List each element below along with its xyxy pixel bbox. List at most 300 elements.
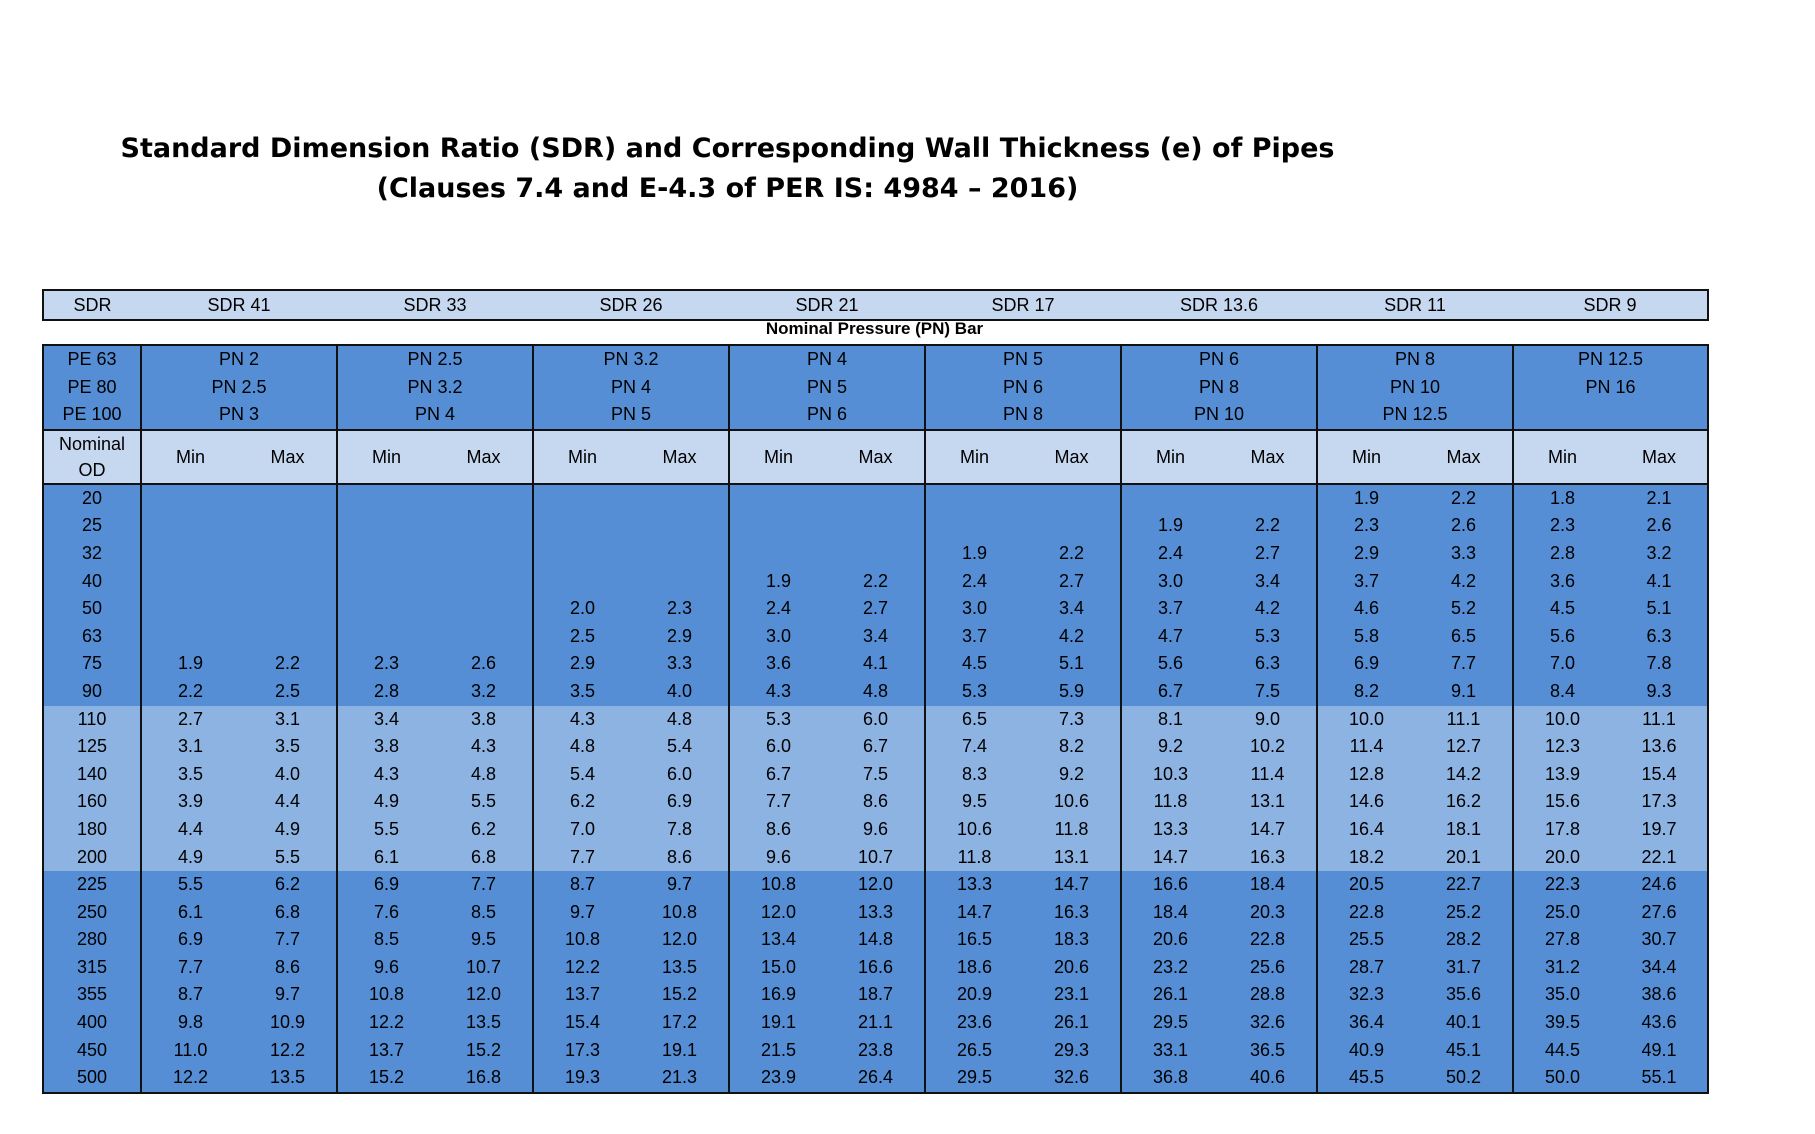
nominal-od-cell: 125 [43, 733, 141, 761]
max-header: Max [1611, 430, 1708, 484]
max-thickness-cell: 4.1 [1611, 568, 1708, 596]
pn-value-cell: PN 6 [729, 401, 925, 430]
pn-value-cell: PN 16 [1513, 374, 1708, 402]
max-thickness-cell: 4.8 [435, 761, 533, 789]
page-subtitle: (Clauses 7.4 and E-4.3 of PER IS: 4984 – 2016) [376, 173, 1079, 204]
pn-value-cell: PN 8 [1317, 345, 1513, 374]
max-thickness-cell: 49.1 [1611, 1037, 1708, 1065]
min-thickness-cell: 13.4 [729, 926, 827, 954]
max-thickness-cell: 7.8 [631, 816, 729, 844]
pn-value-cell: PN 8 [925, 401, 1121, 430]
max-thickness-cell: 7.5 [1219, 678, 1317, 706]
min-thickness-cell: 7.0 [533, 816, 631, 844]
nominal-od-cell: 40 [43, 568, 141, 596]
min-thickness-cell: 29.5 [925, 1064, 1023, 1093]
max-thickness-cell: 8.5 [435, 899, 533, 927]
nominal-od-cell: 280 [43, 926, 141, 954]
max-thickness-cell: 8.2 [1023, 733, 1121, 761]
sdr-group-cell: SDR 41 [141, 290, 337, 320]
min-thickness-cell: 1.9 [925, 540, 1023, 568]
min-thickness-cell: 10.0 [1317, 706, 1415, 734]
table-row [43, 484, 1708, 513]
min-thickness-cell: 3.4 [337, 706, 435, 734]
max-thickness-cell: 24.6 [1611, 871, 1708, 899]
min-thickness-cell: 13.9 [1513, 761, 1611, 789]
min-thickness-cell: 3.6 [729, 650, 827, 678]
max-thickness-cell: 2.1 [1611, 484, 1708, 513]
sdr-group-cell: SDR 33 [337, 290, 533, 320]
max-thickness-cell [239, 568, 337, 596]
pn-value-cell: PN 8 [1121, 374, 1317, 402]
max-thickness-cell: 3.1 [239, 706, 337, 734]
min-thickness-cell: 4.6 [1317, 595, 1415, 623]
min-thickness-cell [337, 595, 435, 623]
max-thickness-cell: 2.2 [1023, 540, 1121, 568]
min-thickness-cell: 4.4 [141, 816, 239, 844]
nominal-od-label: OD [78, 459, 106, 480]
min-thickness-cell: 12.0 [729, 899, 827, 927]
max-thickness-cell: 16.3 [1219, 844, 1317, 872]
max-thickness-cell: 2.9 [631, 623, 729, 651]
table-row [43, 512, 1708, 540]
max-thickness-cell: 19.7 [1611, 816, 1708, 844]
max-thickness-cell: 20.1 [1415, 844, 1513, 872]
pn-value-cell: PN 6 [925, 374, 1121, 402]
min-thickness-cell: 5.8 [1317, 623, 1415, 651]
max-thickness-cell: 15.2 [631, 981, 729, 1009]
max-header: Max [1023, 430, 1121, 484]
max-thickness-cell: 2.3 [631, 595, 729, 623]
min-thickness-cell: 45.5 [1317, 1064, 1415, 1093]
min-thickness-cell [925, 484, 1023, 513]
min-thickness-cell [141, 623, 239, 651]
min-thickness-cell: 6.1 [141, 899, 239, 927]
min-thickness-cell: 12.8 [1317, 761, 1415, 789]
max-thickness-cell: 5.3 [1219, 623, 1317, 651]
min-thickness-cell: 12.2 [533, 954, 631, 982]
max-header: Max [239, 430, 337, 484]
max-thickness-cell: 22.1 [1611, 844, 1708, 872]
max-thickness-cell: 2.2 [239, 650, 337, 678]
max-thickness-cell: 9.5 [435, 926, 533, 954]
pn-value-cell [1513, 401, 1708, 430]
min-thickness-cell [533, 512, 631, 540]
max-thickness-cell: 7.5 [827, 761, 925, 789]
sdr-group-cell: SDR 13.6 [1121, 290, 1317, 320]
min-thickness-cell: 8.7 [141, 981, 239, 1009]
min-thickness-cell: 8.5 [337, 926, 435, 954]
min-thickness-cell: 23.9 [729, 1064, 827, 1093]
min-thickness-cell: 10.0 [1513, 706, 1611, 734]
nominal-od-cell: 75 [43, 650, 141, 678]
min-thickness-cell: 22.8 [1317, 899, 1415, 927]
max-thickness-cell: 3.2 [1611, 540, 1708, 568]
max-thickness-cell: 23.8 [827, 1037, 925, 1065]
sdr-group-cell: SDR 26 [533, 290, 729, 320]
max-thickness-cell: 4.1 [827, 650, 925, 678]
min-thickness-cell: 8.6 [729, 816, 827, 844]
max-thickness-cell: 6.2 [239, 871, 337, 899]
min-thickness-cell: 50.0 [1513, 1064, 1611, 1093]
min-thickness-cell: 10.6 [925, 816, 1023, 844]
min-thickness-cell: 7.7 [729, 788, 827, 816]
max-thickness-cell: 10.2 [1219, 733, 1317, 761]
min-thickness-cell: 12.2 [337, 1009, 435, 1037]
max-thickness-cell [631, 484, 729, 513]
min-thickness-cell: 33.1 [1121, 1037, 1219, 1065]
max-thickness-cell: 43.6 [1611, 1009, 1708, 1037]
min-thickness-cell: 26.5 [925, 1037, 1023, 1065]
min-thickness-cell: 21.5 [729, 1037, 827, 1065]
sdr-group-cell: SDR 17 [925, 290, 1121, 320]
max-thickness-cell: 25.6 [1219, 954, 1317, 982]
min-thickness-cell: 3.5 [533, 678, 631, 706]
min-thickness-cell: 6.7 [729, 761, 827, 789]
max-thickness-cell: 9.6 [827, 816, 925, 844]
min-thickness-cell: 9.2 [1121, 733, 1219, 761]
max-thickness-cell: 50.2 [1415, 1064, 1513, 1093]
min-thickness-cell: 2.4 [925, 568, 1023, 596]
max-thickness-cell: 21.1 [827, 1009, 925, 1037]
max-header: Max [631, 430, 729, 484]
min-thickness-cell: 2.7 [141, 706, 239, 734]
min-thickness-cell: 14.7 [1121, 844, 1219, 872]
max-thickness-cell: 6.5 [1415, 623, 1513, 651]
pn-value-cell: PN 3 [141, 401, 337, 430]
min-thickness-cell: 35.0 [1513, 981, 1611, 1009]
max-thickness-cell: 32.6 [1219, 1009, 1317, 1037]
min-thickness-cell [337, 512, 435, 540]
min-thickness-cell: 17.8 [1513, 816, 1611, 844]
max-thickness-cell: 9.2 [1023, 761, 1121, 789]
min-thickness-cell: 1.9 [1317, 484, 1415, 513]
max-thickness-cell: 9.3 [1611, 678, 1708, 706]
max-thickness-cell: 20.3 [1219, 899, 1317, 927]
min-thickness-cell: 3.7 [1121, 595, 1219, 623]
min-thickness-cell: 13.3 [925, 871, 1023, 899]
min-thickness-cell [729, 484, 827, 513]
min-thickness-cell: 3.1 [141, 733, 239, 761]
max-thickness-cell: 5.9 [1023, 678, 1121, 706]
min-thickness-cell: 6.9 [141, 926, 239, 954]
min-thickness-cell: 3.0 [925, 595, 1023, 623]
max-thickness-cell: 5.1 [1611, 595, 1708, 623]
min-thickness-cell: 16.6 [1121, 871, 1219, 899]
min-thickness-cell: 28.7 [1317, 954, 1415, 982]
max-thickness-cell: 8.6 [239, 954, 337, 982]
max-header: Max [1219, 430, 1317, 484]
max-thickness-cell: 16.2 [1415, 788, 1513, 816]
max-thickness-cell: 3.3 [631, 650, 729, 678]
min-thickness-cell: 20.9 [925, 981, 1023, 1009]
min-thickness-cell: 4.3 [533, 706, 631, 734]
min-thickness-cell [141, 512, 239, 540]
max-thickness-cell: 9.0 [1219, 706, 1317, 734]
max-thickness-cell: 12.2 [239, 1037, 337, 1065]
min-header: Min [1513, 430, 1611, 484]
min-thickness-cell: 4.5 [925, 650, 1023, 678]
max-thickness-cell: 2.6 [1415, 512, 1513, 540]
max-thickness-cell: 5.5 [239, 844, 337, 872]
max-thickness-cell: 12.0 [631, 926, 729, 954]
min-thickness-cell: 6.2 [533, 788, 631, 816]
min-thickness-cell: 2.3 [1317, 512, 1415, 540]
min-thickness-cell: 8.2 [1317, 678, 1415, 706]
min-thickness-cell: 2.9 [533, 650, 631, 678]
table-row [43, 706, 1708, 734]
max-thickness-cell: 16.8 [435, 1064, 533, 1093]
min-thickness-cell: 13.3 [1121, 816, 1219, 844]
max-thickness-cell: 35.6 [1415, 981, 1513, 1009]
min-thickness-cell: 11.8 [925, 844, 1023, 872]
min-thickness-cell [141, 568, 239, 596]
min-header: Min [1121, 430, 1219, 484]
table-row [43, 1037, 1708, 1065]
min-thickness-cell: 26.1 [1121, 981, 1219, 1009]
max-thickness-cell: 21.3 [631, 1064, 729, 1093]
min-thickness-cell [1121, 484, 1219, 513]
table-row [43, 1064, 1708, 1093]
min-thickness-cell: 1.9 [1121, 512, 1219, 540]
nominal-od-cell: 160 [43, 788, 141, 816]
min-thickness-cell: 2.0 [533, 595, 631, 623]
min-thickness-cell: 25.5 [1317, 926, 1415, 954]
max-thickness-cell: 4.8 [631, 706, 729, 734]
table-row [43, 568, 1708, 596]
nominal-od-cell: 20 [43, 484, 141, 513]
min-thickness-cell: 39.5 [1513, 1009, 1611, 1037]
min-thickness-cell: 1.9 [141, 650, 239, 678]
max-thickness-cell [239, 484, 337, 513]
max-thickness-cell: 5.1 [1023, 650, 1121, 678]
min-thickness-cell: 40.9 [1317, 1037, 1415, 1065]
max-header: Max [435, 430, 533, 484]
max-thickness-cell [1023, 512, 1121, 540]
max-thickness-cell: 13.1 [1023, 844, 1121, 872]
max-header: Max [1415, 430, 1513, 484]
pn-value-cell: PN 3.2 [337, 374, 533, 402]
table-row [43, 733, 1708, 761]
nominal-od-label: Nominal [58, 433, 126, 454]
pn-value-cell: PN 5 [729, 374, 925, 402]
pn-value-cell: PN 2 [141, 345, 337, 374]
min-thickness-cell: 1.8 [1513, 484, 1611, 513]
max-thickness-cell: 6.9 [631, 788, 729, 816]
pn-value-cell: PN 6 [1121, 345, 1317, 374]
min-header: Min [925, 430, 1023, 484]
max-thickness-cell: 11.4 [1219, 761, 1317, 789]
max-thickness-cell [631, 512, 729, 540]
min-thickness-cell: 6.7 [1121, 678, 1219, 706]
min-thickness-cell: 9.6 [337, 954, 435, 982]
table-row [43, 954, 1708, 982]
pn-value-cell: PN 12.5 [1317, 401, 1513, 430]
pn-value-cell: PN 4 [337, 401, 533, 430]
max-thickness-cell: 5.4 [631, 733, 729, 761]
min-thickness-cell [141, 595, 239, 623]
max-thickness-cell [239, 540, 337, 568]
min-thickness-cell: 5.6 [1513, 623, 1611, 651]
max-thickness-cell: 4.8 [827, 678, 925, 706]
min-max-header-row [43, 430, 1708, 484]
max-thickness-cell: 3.2 [435, 678, 533, 706]
max-thickness-cell: 27.6 [1611, 899, 1708, 927]
min-thickness-cell: 5.4 [533, 761, 631, 789]
nominal-od-cell: 140 [43, 761, 141, 789]
max-thickness-cell: 11.1 [1415, 706, 1513, 734]
min-header: Min [729, 430, 827, 484]
max-thickness-cell: 18.1 [1415, 816, 1513, 844]
min-thickness-cell: 13.7 [337, 1037, 435, 1065]
max-thickness-cell: 6.3 [1611, 623, 1708, 651]
nominal-od-cell: 500 [43, 1064, 141, 1093]
pn-value-cell: PN 10 [1317, 374, 1513, 402]
table-row [43, 650, 1708, 678]
sdr-header-row [43, 290, 1708, 320]
min-thickness-cell: 5.5 [337, 816, 435, 844]
max-thickness-cell: 10.6 [1023, 788, 1121, 816]
max-header: Max [827, 430, 925, 484]
min-thickness-cell: 5.3 [729, 706, 827, 734]
min-thickness-cell: 6.0 [729, 733, 827, 761]
min-thickness-cell [141, 484, 239, 513]
max-thickness-cell [827, 512, 925, 540]
min-thickness-cell: 4.9 [337, 788, 435, 816]
max-thickness-cell [435, 540, 533, 568]
min-thickness-cell: 14.6 [1317, 788, 1415, 816]
min-thickness-cell: 20.5 [1317, 871, 1415, 899]
max-thickness-cell [435, 595, 533, 623]
nominal-od-cell: 250 [43, 899, 141, 927]
min-thickness-cell: 4.8 [533, 733, 631, 761]
nominal-od-cell: 355 [43, 981, 141, 1009]
max-thickness-cell: 10.7 [435, 954, 533, 982]
min-thickness-cell: 8.3 [925, 761, 1023, 789]
max-thickness-cell: 6.3 [1219, 650, 1317, 678]
max-thickness-cell: 5.2 [1415, 595, 1513, 623]
min-thickness-cell: 18.2 [1317, 844, 1415, 872]
min-thickness-cell: 44.5 [1513, 1037, 1611, 1065]
max-thickness-cell [631, 568, 729, 596]
max-thickness-cell: 23.1 [1023, 981, 1121, 1009]
sdr-group-cell: SDR 11 [1317, 290, 1513, 320]
pe-grade-cell: PE 63 [43, 345, 141, 374]
min-thickness-cell [533, 540, 631, 568]
max-thickness-cell: 40.6 [1219, 1064, 1317, 1093]
table-row [43, 540, 1708, 568]
min-thickness-cell: 36.4 [1317, 1009, 1415, 1037]
min-thickness-cell: 2.9 [1317, 540, 1415, 568]
max-thickness-cell: 14.7 [1023, 871, 1121, 899]
max-thickness-cell: 4.0 [631, 678, 729, 706]
max-thickness-cell [827, 484, 925, 513]
min-thickness-cell [337, 484, 435, 513]
nominal-od-cell: 225 [43, 871, 141, 899]
nominal-od-cell: 63 [43, 623, 141, 651]
min-thickness-cell: 10.8 [533, 926, 631, 954]
max-thickness-cell: 6.0 [827, 706, 925, 734]
min-thickness-cell: 22.3 [1513, 871, 1611, 899]
pe-grade-cell: PE 80 [43, 374, 141, 402]
min-thickness-cell: 18.4 [1121, 899, 1219, 927]
nominal-od-cell: 450 [43, 1037, 141, 1065]
max-thickness-cell: 16.3 [1023, 899, 1121, 927]
min-thickness-cell: 2.3 [1513, 512, 1611, 540]
min-thickness-cell: 3.5 [141, 761, 239, 789]
min-thickness-cell: 23.2 [1121, 954, 1219, 982]
max-thickness-cell [1219, 484, 1317, 513]
min-header: Min [1317, 430, 1415, 484]
min-thickness-cell: 11.0 [141, 1037, 239, 1065]
min-thickness-cell: 4.5 [1513, 595, 1611, 623]
min-thickness-cell: 2.4 [1121, 540, 1219, 568]
pn-value-cell: PN 5 [925, 345, 1121, 374]
max-thickness-cell [239, 623, 337, 651]
min-thickness-cell: 10.3 [1121, 761, 1219, 789]
max-thickness-cell: 14.2 [1415, 761, 1513, 789]
max-thickness-cell: 16.6 [827, 954, 925, 982]
min-thickness-cell: 3.0 [729, 623, 827, 651]
min-thickness-cell: 18.6 [925, 954, 1023, 982]
min-thickness-cell: 6.9 [337, 871, 435, 899]
max-thickness-cell: 12.7 [1415, 733, 1513, 761]
page-title: Standard Dimension Ratio (SDR) and Corresponding Wall Thickness (e) of Pipes [120, 133, 1335, 164]
min-thickness-cell: 8.4 [1513, 678, 1611, 706]
min-thickness-cell: 16.9 [729, 981, 827, 1009]
max-thickness-cell [435, 623, 533, 651]
min-thickness-cell: 10.8 [729, 871, 827, 899]
max-thickness-cell [239, 595, 337, 623]
min-thickness-cell: 2.5 [533, 623, 631, 651]
min-thickness-cell: 16.4 [1317, 816, 1415, 844]
wall-thickness-table [42, 344, 1709, 1094]
pn-value-cell: PN 2.5 [141, 374, 337, 402]
min-thickness-cell: 3.0 [1121, 568, 1219, 596]
max-thickness-cell: 6.2 [435, 816, 533, 844]
max-thickness-cell: 3.4 [1219, 568, 1317, 596]
min-thickness-cell: 3.8 [337, 733, 435, 761]
max-thickness-cell: 18.3 [1023, 926, 1121, 954]
min-thickness-cell: 7.0 [1513, 650, 1611, 678]
sdr-group-cell: SDR 21 [729, 290, 925, 320]
max-thickness-cell: 7.7 [435, 871, 533, 899]
max-thickness-cell: 2.7 [827, 595, 925, 623]
min-thickness-cell: 4.3 [337, 761, 435, 789]
max-thickness-cell: 6.0 [631, 761, 729, 789]
min-thickness-cell: 4.3 [729, 678, 827, 706]
max-thickness-cell: 4.0 [239, 761, 337, 789]
max-thickness-cell: 10.7 [827, 844, 925, 872]
min-thickness-cell [533, 568, 631, 596]
min-thickness-cell: 2.8 [1513, 540, 1611, 568]
max-thickness-cell: 29.3 [1023, 1037, 1121, 1065]
max-thickness-cell: 38.6 [1611, 981, 1708, 1009]
min-thickness-cell: 3.6 [1513, 568, 1611, 596]
max-thickness-cell: 13.1 [1219, 788, 1317, 816]
min-thickness-cell: 14.7 [925, 899, 1023, 927]
min-thickness-cell: 12.2 [141, 1064, 239, 1093]
pn-value-cell: PN 3.2 [533, 345, 729, 374]
max-thickness-cell: 10.8 [631, 899, 729, 927]
min-thickness-cell: 3.7 [1317, 568, 1415, 596]
sdr-label-cell: SDR [43, 290, 141, 320]
sdr-group-cell: SDR 9 [1513, 290, 1708, 320]
max-thickness-cell: 12.0 [435, 981, 533, 1009]
table-row [43, 816, 1708, 844]
min-thickness-cell [141, 540, 239, 568]
max-thickness-cell: 4.2 [1415, 568, 1513, 596]
max-thickness-cell: 8.6 [827, 788, 925, 816]
